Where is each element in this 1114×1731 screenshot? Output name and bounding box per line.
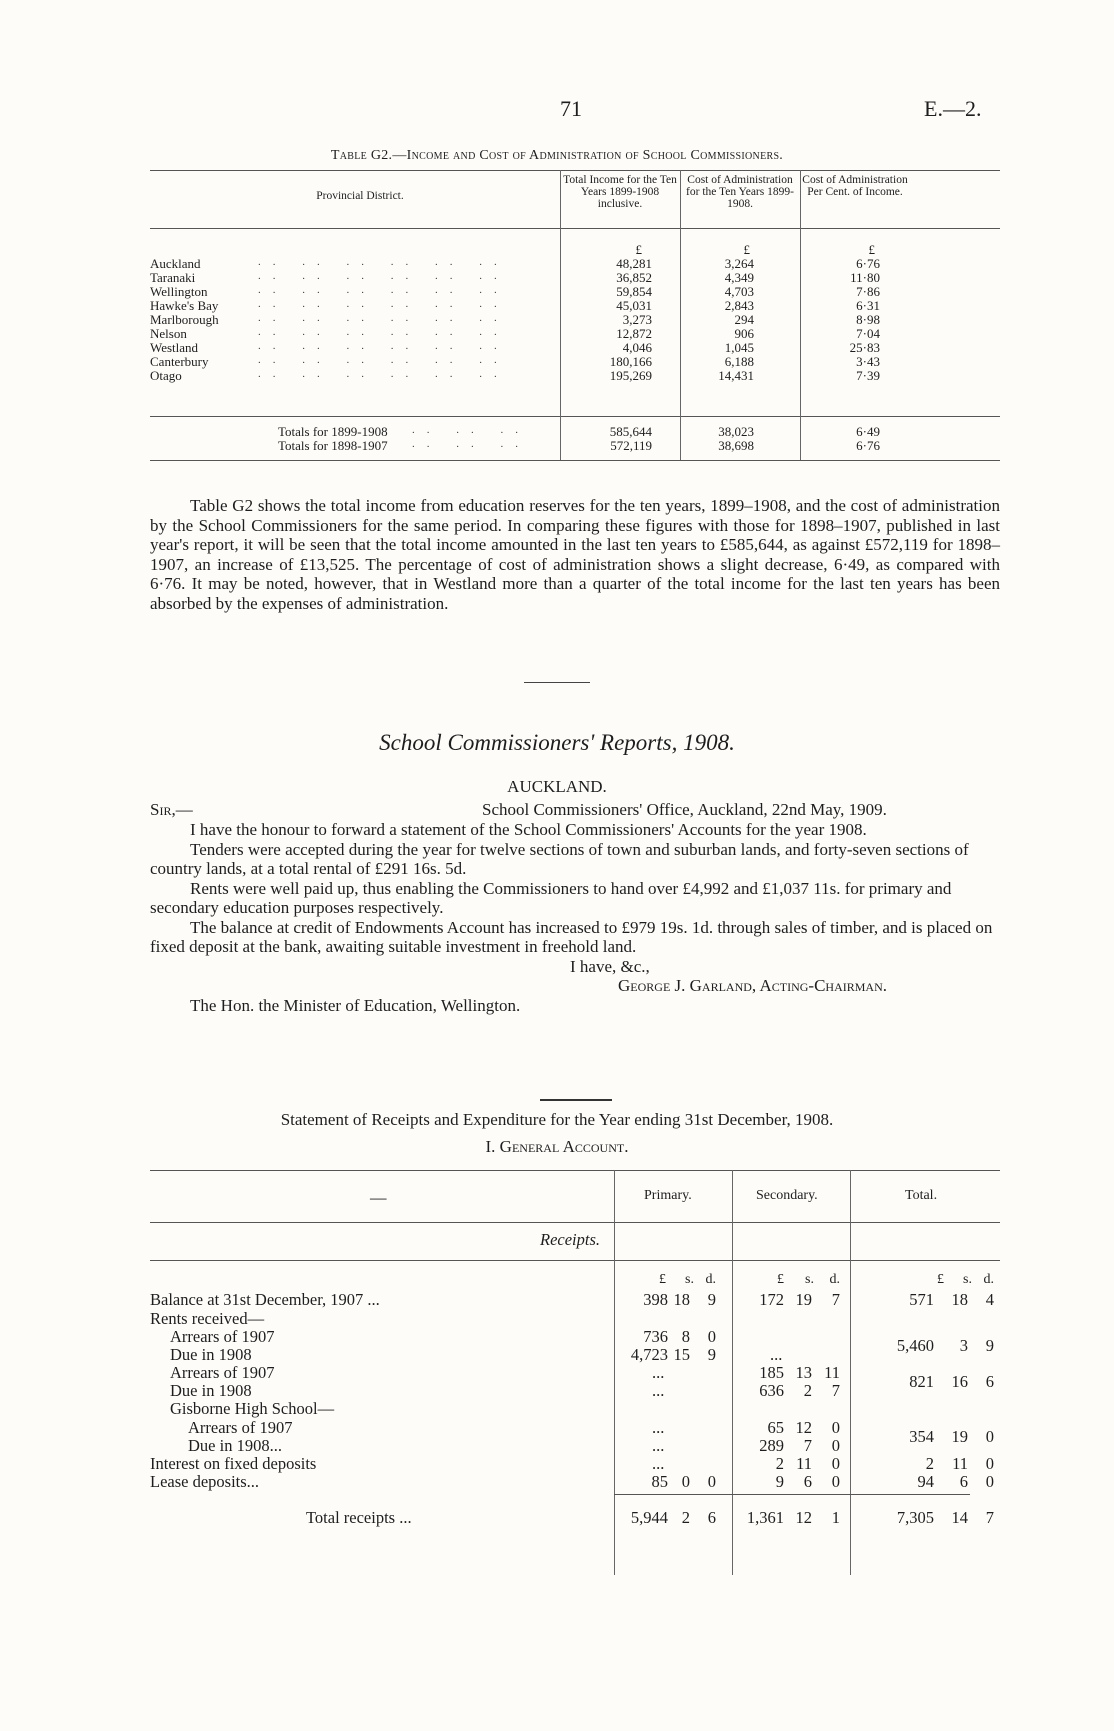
income-value: 12,872 bbox=[616, 326, 652, 341]
percent-value: 3·43 bbox=[856, 354, 880, 369]
percent-value: 25·83 bbox=[849, 340, 880, 355]
total-pounds: 5,460 bbox=[896, 1336, 934, 1355]
income-value: 48,281 bbox=[616, 256, 652, 271]
letter-signature: George J. Garland, Acting-Chairman. bbox=[618, 976, 887, 995]
rule bbox=[150, 228, 1000, 229]
secondary-shillings: 12 bbox=[795, 1508, 812, 1527]
rule bbox=[150, 170, 1000, 171]
header-cost-admin: Cost of Administration for the Ten Years 1899-1908. bbox=[686, 174, 794, 210]
primary-pounds: 736 bbox=[643, 1327, 668, 1346]
letter-address: School Commissioners' Office, Auckland, 22nd May, 1909. bbox=[482, 800, 887, 819]
total-pence: 7 bbox=[985, 1508, 994, 1527]
percent-value: 6·76 bbox=[856, 256, 880, 271]
section-divider bbox=[540, 1099, 612, 1101]
income-value: 195,269 bbox=[609, 368, 652, 383]
cost-value: 3,264 bbox=[724, 256, 754, 271]
secondary-pence: 0 bbox=[831, 1418, 840, 1437]
section-divider bbox=[524, 682, 590, 683]
statement-title: Statement of Receipts and Expenditure for the Year ending 31st December, 1908. bbox=[280, 1110, 834, 1129]
row-label: Rents received— bbox=[150, 1309, 265, 1328]
cost-value: 4,349 bbox=[724, 270, 754, 285]
primary-pence: 9 bbox=[707, 1290, 716, 1309]
total-pounds: 7,305 bbox=[896, 1508, 934, 1527]
row-label: Arrears of 1907 bbox=[170, 1363, 275, 1382]
secondary-pence: 0 bbox=[831, 1436, 840, 1455]
secondary-shillings: 2 bbox=[803, 1381, 812, 1400]
income-value: 4,046 bbox=[622, 340, 652, 355]
percent-value: 7·04 bbox=[856, 326, 880, 341]
totals-label: Totals for 1898-1907 bbox=[278, 438, 388, 453]
percent-value: 7·86 bbox=[856, 284, 880, 299]
cost-value: 38,023 bbox=[718, 424, 754, 439]
secondary-pence: 7 bbox=[831, 1381, 840, 1400]
primary-pounds: 85 bbox=[651, 1472, 668, 1491]
currency-mark: £ bbox=[743, 242, 750, 257]
unit-shillings: s. bbox=[963, 1272, 972, 1287]
primary-shillings: 18 bbox=[673, 1290, 690, 1309]
primary-shillings: 2 bbox=[681, 1508, 690, 1527]
letter-paragraph: I have the honour to forward a statement of the School Commissioners' Accounts for the year 1908. bbox=[190, 820, 867, 839]
header-provincial-district: Provincial District. bbox=[316, 190, 404, 202]
district-name: Westland bbox=[150, 340, 199, 355]
cost-value: 294 bbox=[734, 312, 754, 327]
district-name: Marlborough bbox=[150, 312, 219, 327]
percent-value: 6·31 bbox=[856, 298, 880, 313]
cost-value: 14,431 bbox=[718, 368, 754, 383]
row-label: Due in 1908 bbox=[170, 1381, 252, 1400]
secondary-shillings: 6 bbox=[803, 1472, 812, 1491]
primary-note: ... bbox=[652, 1454, 665, 1473]
cost-value: 6,188 bbox=[724, 354, 754, 369]
totals-label: Totals for 1899-1908 bbox=[278, 424, 388, 439]
unit-shillings: s. bbox=[685, 1272, 694, 1287]
header-total-income: Total Income for the Ten Years 1899-1908 inclusive. bbox=[563, 174, 677, 210]
income-value: 180,166 bbox=[609, 354, 652, 369]
total-pounds: 354 bbox=[909, 1427, 934, 1446]
primary-pence: 6 bbox=[707, 1508, 716, 1527]
letter-addressee: The Hon. the Minister of Education, Wellington. bbox=[190, 995, 521, 1015]
row-label: Arrears of 1907 bbox=[188, 1418, 293, 1437]
percent-value: 8·98 bbox=[856, 312, 880, 327]
receipts-heading: Receipts. bbox=[540, 1230, 601, 1249]
district-name: Hawke's Bay bbox=[150, 298, 219, 313]
secondary-pounds: 1,361 bbox=[746, 1508, 784, 1527]
salutation: Sir,— bbox=[150, 800, 193, 819]
unit-pence: d. bbox=[705, 1272, 716, 1287]
district-name: Wellington bbox=[150, 284, 208, 299]
district-heading: AUCKLAND. bbox=[507, 777, 607, 796]
row-label: Due in 1908... bbox=[188, 1436, 282, 1455]
primary-note: ... bbox=[652, 1436, 665, 1455]
document-reference: E.—2. bbox=[924, 96, 982, 121]
row-label: Lease deposits... bbox=[150, 1472, 260, 1491]
table-g2-title: Table G2.—Income and Cost of Administration of School Commissioners. bbox=[330, 148, 784, 163]
income-value: 59,854 bbox=[616, 284, 652, 299]
letter bbox=[150, 800, 1000, 1015]
total-shillings: 18 bbox=[951, 1290, 968, 1309]
row-label: Arrears of 1907 bbox=[170, 1327, 275, 1346]
rule bbox=[150, 460, 1000, 461]
district-name: Taranaki bbox=[150, 270, 196, 285]
header-cost-percent: Cost of Administration Per Cent. of Income. bbox=[802, 174, 908, 198]
unit-pounds: £ bbox=[777, 1272, 784, 1287]
account-heading: I. General Account. bbox=[485, 1137, 629, 1156]
secondary-pounds: 289 bbox=[759, 1436, 784, 1455]
total-pence: 0 bbox=[985, 1427, 994, 1446]
primary-shillings: 0 bbox=[681, 1472, 690, 1491]
total-pounds: 94 bbox=[917, 1472, 934, 1491]
secondary-shillings: 11 bbox=[796, 1454, 812, 1473]
primary-shillings: 15 bbox=[673, 1345, 690, 1364]
district-name: Auckland bbox=[150, 256, 201, 271]
primary-pounds: 5,944 bbox=[630, 1508, 668, 1527]
currency-mark: £ bbox=[635, 242, 642, 257]
commentary-text: Table G2 shows the total income from education reserves for the ten years, 1899–1908, and the cost of administration by the School Commissioners for the same period. In comparing these figures with those for 1898–1907, published in last year's report, it will be seen that the total income amounted in the last ten years to £585,644, as against £572,119 for 1898–1907, an increase of £13,525. The percentage of cost of administration shows a slight decrease, 6·49, as compared with 6·76. It may be noted, however, that in Westland more than a quarter of the total income for the last ten years has been absorbed by the expenses of administration. bbox=[150, 496, 1000, 613]
letter-closing: I have, &c., bbox=[570, 956, 650, 976]
secondary-pounds: 9 bbox=[775, 1472, 784, 1491]
income-value: 572,119 bbox=[610, 438, 652, 453]
cost-value: 2,843 bbox=[724, 298, 754, 313]
total-shillings: 19 bbox=[951, 1427, 968, 1446]
secondary-pounds: 172 bbox=[759, 1290, 784, 1309]
income-value: 45,031 bbox=[616, 298, 652, 313]
percent-value: 6·76 bbox=[856, 438, 880, 453]
income-value: 585,644 bbox=[609, 424, 652, 439]
total-shillings: 14 bbox=[951, 1508, 968, 1527]
row-label: Gisborne High School— bbox=[170, 1399, 335, 1418]
total-shillings: 11 bbox=[952, 1454, 968, 1473]
reports-title: School Commissioners' Reports, 1908. bbox=[379, 730, 735, 755]
total-pence: 0 bbox=[985, 1472, 994, 1491]
total-pence: 9 bbox=[985, 1336, 994, 1355]
primary-note: ... bbox=[652, 1381, 665, 1400]
page-number: 71 bbox=[560, 96, 582, 121]
total-receipts-label: Total receipts ... bbox=[306, 1508, 412, 1527]
unit-pence: d. bbox=[983, 1272, 994, 1287]
primary-pence: 0 bbox=[707, 1472, 716, 1491]
unit-pounds: £ bbox=[937, 1272, 944, 1287]
secondary-pounds: 636 bbox=[759, 1381, 784, 1400]
total-shillings: 16 bbox=[951, 1372, 968, 1391]
total-pounds: 821 bbox=[909, 1372, 934, 1391]
cost-value: 1,045 bbox=[724, 340, 754, 355]
primary-pounds: 398 bbox=[643, 1290, 668, 1309]
secondary-pence: 0 bbox=[831, 1472, 840, 1491]
primary-note: ... bbox=[652, 1418, 665, 1437]
letter-paragraph: Rents were well paid up, thus enabling the Commissioners to hand over £4,992 and £1,037 11s. for primary and secondary education purposes respectively. bbox=[150, 878, 952, 917]
primary-pence: 9 bbox=[707, 1345, 716, 1364]
cost-value: 38,698 bbox=[718, 438, 754, 453]
income-value: 3,273 bbox=[622, 312, 652, 327]
secondary-shillings: 19 bbox=[795, 1290, 812, 1309]
row-label: Due in 1908 bbox=[170, 1345, 252, 1364]
dash-header: — bbox=[370, 1188, 387, 1207]
secondary-pence: 7 bbox=[831, 1290, 840, 1309]
total-shillings: 3 bbox=[959, 1336, 968, 1355]
district-name: Nelson bbox=[150, 326, 187, 341]
secondary-note: ... bbox=[770, 1345, 783, 1364]
total-pounds: 571 bbox=[909, 1290, 934, 1309]
row-label: Balance at 31st December, 1907 ... bbox=[150, 1290, 380, 1309]
header-primary: Primary. bbox=[644, 1188, 692, 1203]
district-name: Otago bbox=[150, 368, 182, 383]
income-value: 36,852 bbox=[616, 270, 652, 285]
cost-value: 906 bbox=[734, 326, 754, 341]
letter-paragraph: Tenders were accepted during the year for twelve sections of town and suburban lands, and forty-seven sections of country lands, at a total rental of £291 16s. 5d. bbox=[150, 839, 969, 878]
table-g2-commentary bbox=[150, 496, 1000, 613]
currency-mark: £ bbox=[868, 242, 875, 257]
percent-value: 6·49 bbox=[856, 424, 880, 439]
row-label: Interest on fixed deposits bbox=[150, 1454, 317, 1473]
header-total: Total. bbox=[905, 1188, 938, 1203]
total-pence: 6 bbox=[985, 1372, 994, 1391]
percent-value: 11·80 bbox=[850, 270, 880, 285]
total-pence: 4 bbox=[985, 1290, 994, 1309]
secondary-pence: 1 bbox=[831, 1508, 840, 1527]
total-shillings: 6 bbox=[959, 1472, 968, 1491]
cost-value: 4,703 bbox=[724, 284, 754, 299]
unit-pence: d. bbox=[829, 1272, 840, 1287]
secondary-shillings: 7 bbox=[803, 1436, 812, 1455]
percent-value: 7·39 bbox=[856, 368, 880, 383]
secondary-shillings: 12 bbox=[795, 1418, 812, 1437]
district-name: Canterbury bbox=[150, 354, 209, 369]
secondary-shillings: 13 bbox=[795, 1363, 812, 1382]
secondary-pounds: 185 bbox=[759, 1363, 784, 1382]
secondary-pounds: 2 bbox=[775, 1454, 784, 1473]
unit-pounds: £ bbox=[659, 1272, 666, 1287]
secondary-pence: 11 bbox=[824, 1363, 840, 1382]
primary-shillings: 8 bbox=[681, 1327, 690, 1346]
primary-pence: 0 bbox=[707, 1327, 716, 1346]
secondary-pounds: 65 bbox=[767, 1418, 784, 1437]
primary-note: ... bbox=[652, 1363, 665, 1382]
total-pence: 0 bbox=[985, 1454, 994, 1473]
secondary-pence: 0 bbox=[831, 1454, 840, 1473]
rule bbox=[150, 416, 1000, 417]
total-pounds: 2 bbox=[925, 1454, 934, 1473]
primary-pounds: 4,723 bbox=[630, 1345, 668, 1364]
unit-shillings: s. bbox=[805, 1272, 814, 1287]
header-secondary: Secondary. bbox=[756, 1188, 818, 1203]
letter-paragraph: The balance at credit of Endowments Account has increased to £979 19s. 1d. through sales of timber, and is placed on fixed deposit at the bank, awaiting suitable investment in freehold land. bbox=[150, 917, 993, 956]
